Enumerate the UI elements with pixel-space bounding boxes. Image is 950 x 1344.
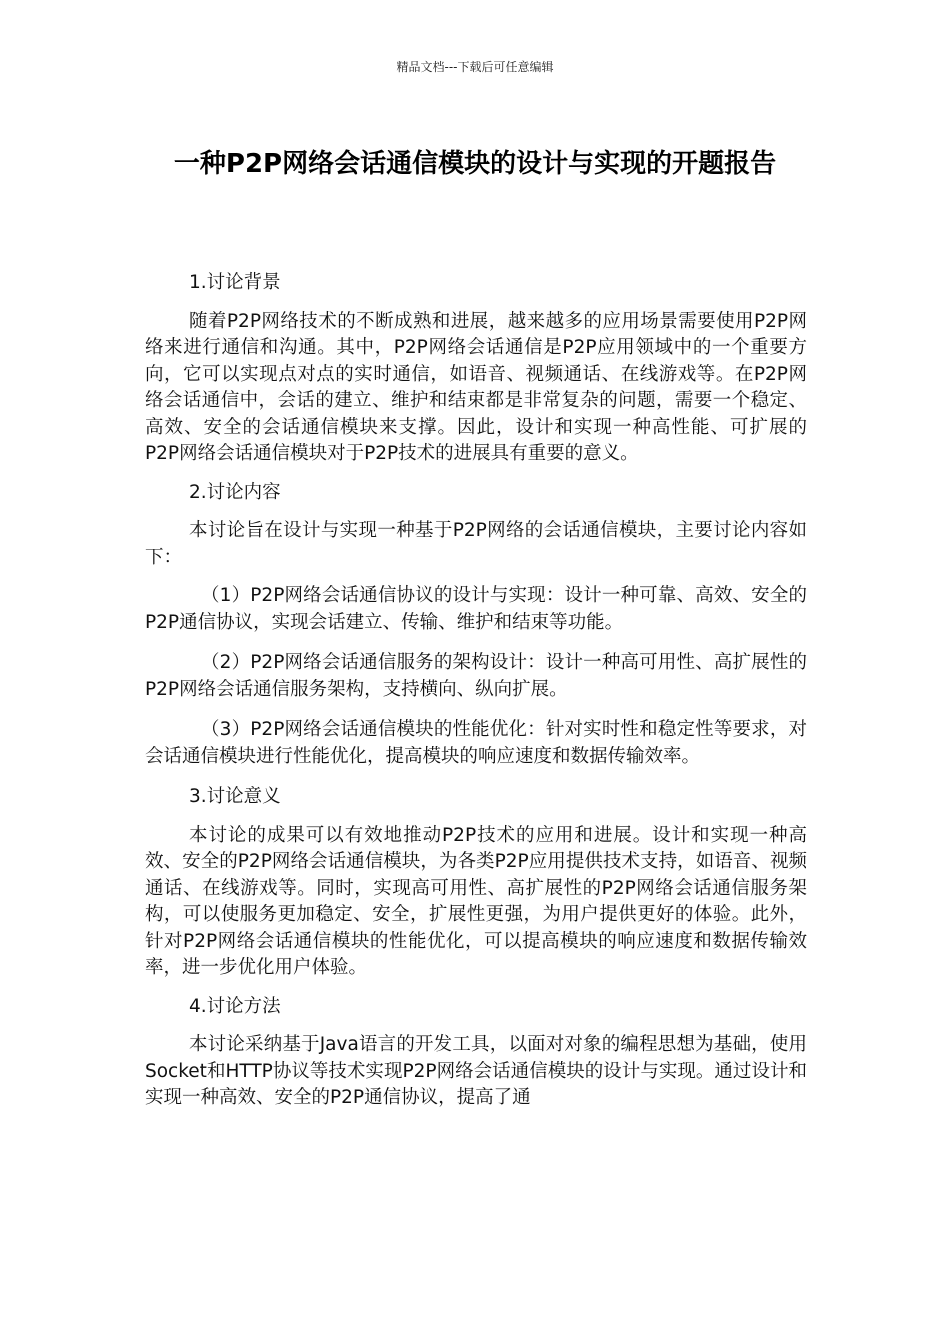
section-heading: 1.讨论背景 [189, 272, 281, 293]
section-paragraph: 随着P2P网络技术的不断成熟和进展，越来越多的应用场景需要使用P2P网络来进行通信和沟通。其中，P2P网络会话通信是P2P应用领域中的一个重要方向，它可以实现点对点的实时通信，如语音、视频通话、在线游戏等。在P2P网络会话通信中，会话的建立、维护和结束都是非常复杂的问题，需要一个稳定、高效、安全的会话通信模块来支撑。因此，设计和实现一种高性能、可扩展的P2P网络会话通信模块对于P2P技术的进展具有重要的意义。 [145, 310, 807, 464]
section-heading: 4.讨论方法 [189, 995, 281, 1017]
header-note: 精品文档---下载后可任意编辑 [396, 60, 554, 74]
list-item: （1）P2P网络会话通信协议的设计与实现：设计一种可靠、高效、安全的P2P通信协议，实现会话建立、传输、维护和结束等功能。 [145, 585, 807, 633]
section-paragraph: 本讨论的成果可以有效地推动P2P技术的应用和进展。设计和实现一种高效、安全的P2P网络会话通信模块，为各类P2P应用提供技术支持，如语音、视频通话、在线游戏等。同时，实现高可用性、高扩展性的P2P网络会话通信服务架构，可以使服务更加稳定、安全，扩展性更强，为用户提供更好的体验。此外，针对P2P网络会话通信模块的性能优化，可以提高模块的响应速度和数据传输效率，进一步优化用户体验。 [145, 824, 807, 978]
section-heading: 2.讨论内容 [189, 481, 281, 503]
section-method [145, 994, 807, 1112]
section-paragraph: 本讨论采纳基于Java语言的开发工具，以面对对象的编程思想为基础，使用Socket和HTTP协议等技术实现P2P网络会话通信模块的设计与实现。通过设计和实现一种高效、安全的P2P通信协议，提高了通 [145, 1034, 807, 1108]
list-item: （2）P2P网络会话通信服务的架构设计：设计一种高可用性、高扩展性的P2P网络会话通信服务架构，支持横向、纵向扩展。 [145, 652, 807, 700]
section-significance [145, 784, 807, 982]
section-background [145, 270, 807, 468]
section-content [145, 480, 807, 771]
document-title: 一种P2P网络会话通信模块的设计与实现的开题报告 [173, 149, 777, 179]
document-body [145, 270, 807, 1124]
list-item: （3）P2P网络会话通信模块的性能优化：针对实时性和稳定性等要求，对会话通信模块进行性能优化，提高模块的响应速度和数据传输效率。 [145, 719, 807, 767]
section-paragraph: 本讨论旨在设计与实现一种基于P2P网络的会话通信模块，主要讨论内容如下： [145, 520, 807, 568]
section-heading: 3.讨论意义 [189, 786, 281, 807]
